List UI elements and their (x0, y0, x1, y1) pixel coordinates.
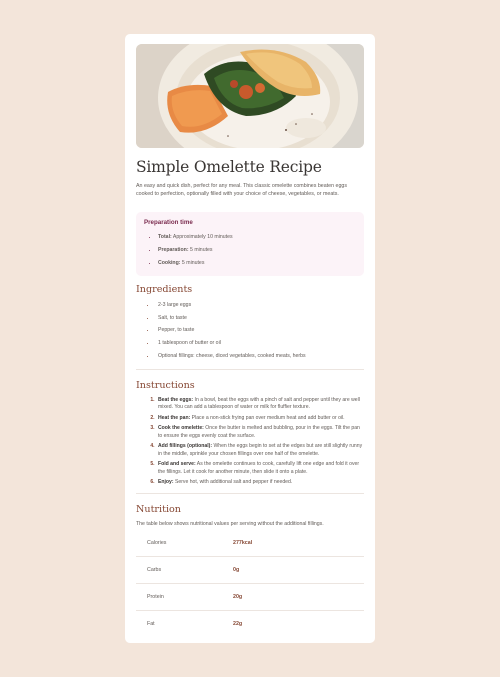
prep-item (158, 257, 356, 270)
nutrient-label: Carbs (136, 556, 232, 583)
step-text: Serve hot, with additional salt and pepper if needed. (173, 479, 293, 486)
instruction-step (156, 461, 364, 475)
nutrient-value: 0g (232, 556, 364, 583)
ingredients-section (136, 284, 364, 363)
step-label: Beat the eggs: (158, 396, 194, 403)
prep-item-label: Total: (158, 234, 172, 240)
prep-item (158, 244, 356, 257)
divider (136, 493, 364, 494)
ingredient-item: • Pepper, to taste (156, 324, 364, 337)
prep-item-label: Preparation: (158, 247, 189, 253)
prep-item-value: 5 minutes (180, 260, 205, 266)
instruction-step (156, 479, 364, 486)
preparation-time-box (136, 212, 364, 276)
instructions-heading: Instructions (136, 379, 195, 391)
instruction-step (156, 415, 364, 422)
step-label: Add fillings (optional): (158, 443, 213, 450)
nutrient-label: Protein (136, 583, 232, 610)
preparation-time-heading: Preparation time (144, 219, 193, 226)
nutrient-value: 22g (233, 620, 243, 627)
nutrient-label: Calories (136, 530, 232, 557)
prep-item (158, 231, 356, 244)
ingredient-item: • 2-3 large eggs (156, 299, 364, 312)
nutrition-section (136, 504, 364, 637)
step-text: When the eggs begin to set at the edges but are still slightly runny in the middle, sprinkle your chosen fillings over one half of the omelette. (158, 443, 363, 457)
step-label: Fold and serve: (158, 461, 196, 468)
prep-item-value: 5 minutes (188, 247, 213, 253)
step-text: Once the butter is melted and bubbling, pour in the eggs. Tilt the pan to ensure the eggs evenly coat the surface. (158, 425, 360, 439)
recipe-card (125, 34, 375, 643)
nutrition-table (136, 530, 364, 637)
instructions-section (136, 380, 364, 487)
step-label: Heat the pan: (158, 414, 191, 421)
divider (136, 369, 364, 370)
step-text: As the omelette continues to cook, carefully lift one edge and fold it over the fillings. Let it cook for another minute, then slide it onto a plate. (158, 461, 360, 475)
step-label: Cook the omelette: (158, 425, 204, 432)
nutrient-value: 20g (232, 583, 364, 610)
table-row (136, 583, 364, 610)
omelette-photo (136, 44, 364, 148)
table-row (136, 556, 364, 583)
step-text: In a bowl, beat the eggs with a pinch of salt and pepper until they are well mixed. You can add a tablespoon of water or milk for fluffier texture. (158, 396, 360, 410)
recipe-intro: An easy and quick dish, perfect for any meal. This classic omelette combines beaten eggs cooked to perfection, optionally filled with your choice of cheese, vegetables, or meats. (136, 183, 348, 197)
instruction-step (156, 397, 364, 411)
step-label: Enjoy: (158, 479, 174, 486)
prep-item-value: Approximately 10 minutes (171, 234, 233, 240)
step-text: Place a non-stick frying pan over medium heat and add butter or oil. (190, 414, 345, 421)
ingredient-item: • 1 tablespoon of butter or oil (156, 337, 364, 350)
instructions-list (136, 397, 364, 487)
nutrient-value: 277kcal (232, 530, 364, 557)
ingredient-item: • Optional fillings: cheese, diced vegetables, cooked meats, herbs (156, 350, 364, 363)
table-row (136, 530, 364, 557)
omelette-image (136, 44, 364, 148)
instruction-step (156, 443, 364, 457)
ingredients-heading: Ingredients (136, 284, 193, 295)
recipe-title: Simple Omelette Recipe (136, 158, 322, 176)
instruction-step (156, 425, 364, 439)
ingredients-list (136, 299, 364, 363)
preparation-time-list (144, 231, 356, 270)
prep-item-label: Cooking: (158, 260, 181, 266)
table-row (136, 610, 364, 637)
ingredient-item: • Salt, to taste (156, 312, 364, 325)
nutrition-heading: Nutrition (136, 503, 181, 515)
nutrient-label: Fat (147, 620, 155, 627)
nutrition-intro: The table below shows nutritional values per serving without the additional fillings. (136, 520, 324, 527)
